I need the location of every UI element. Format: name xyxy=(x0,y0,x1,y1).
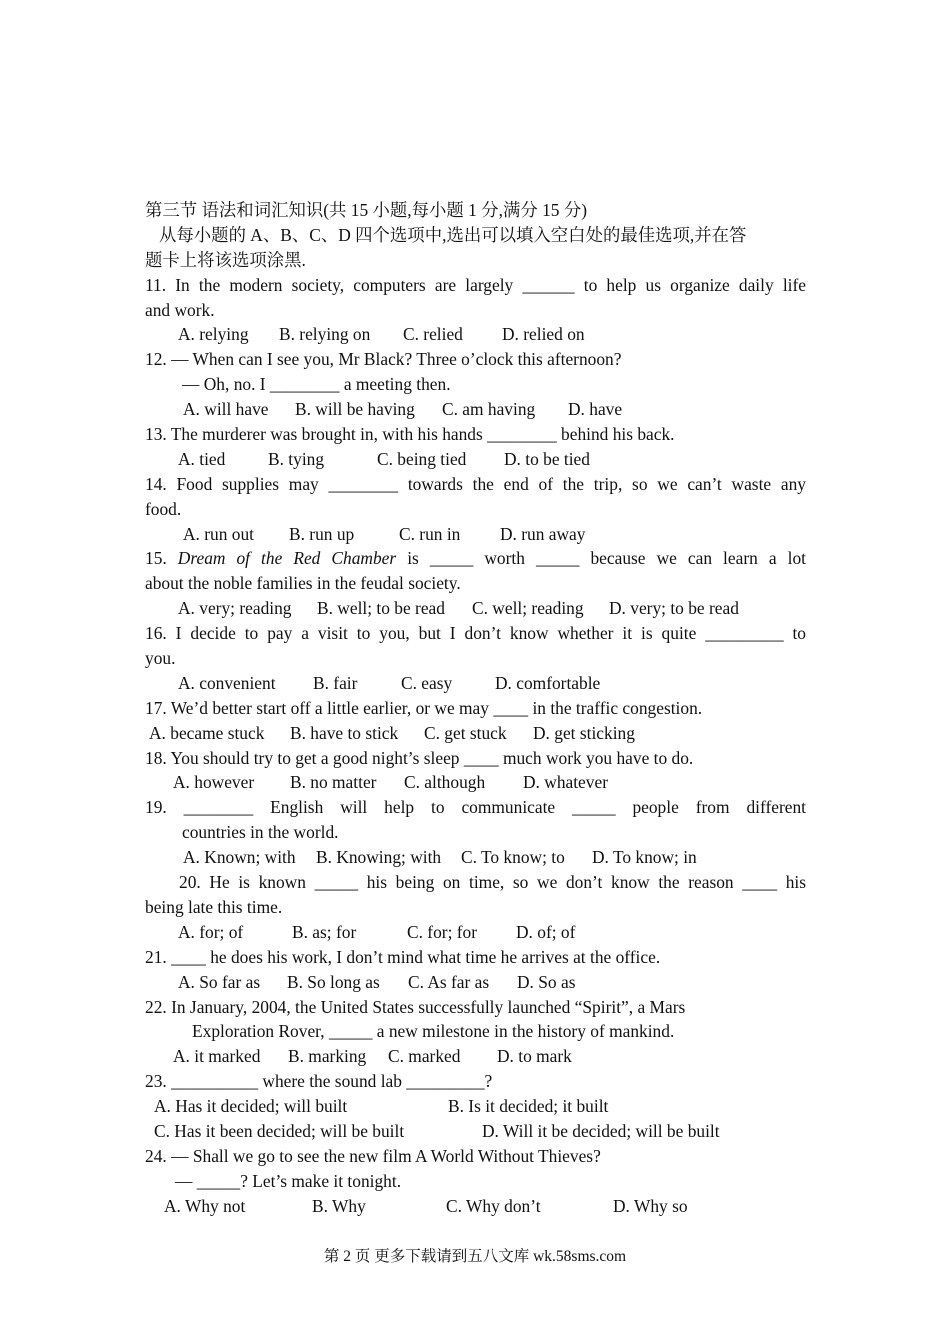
option-b: B. Knowing; with xyxy=(316,847,442,868)
option-c: C. Why don’t xyxy=(446,1195,541,1216)
question-14-options xyxy=(145,522,806,547)
option-c: C. well; reading xyxy=(472,598,584,619)
option-a: A. Known; with xyxy=(183,847,296,868)
question-15-options xyxy=(145,596,806,621)
option-c: C. relied xyxy=(403,324,463,345)
option-d: D. to mark xyxy=(497,1046,572,1067)
option-d: D. of; of xyxy=(516,921,576,942)
question-23-options-ab xyxy=(145,1094,806,1119)
question-18-options xyxy=(145,770,806,795)
question-13-options xyxy=(145,447,806,472)
option-c: C. being tied xyxy=(377,448,467,469)
option-c: C. for; for xyxy=(407,921,478,942)
question-13-text: 13. The murderer was brought in, with his hands ________ behind his back. xyxy=(145,424,675,445)
option-b: B. run up xyxy=(289,523,355,544)
option-a: A. became stuck xyxy=(149,722,265,743)
option-d: D. Why so xyxy=(613,1195,688,1216)
question-number: 15. xyxy=(145,548,167,569)
option-a: A. Has it decided; will built xyxy=(154,1096,348,1117)
question-19-text-cont: countries in the world. xyxy=(182,822,339,843)
question-23-text: 23. __________ where the sound lab _________? xyxy=(145,1071,493,1092)
option-a: A. for; of xyxy=(178,921,244,942)
option-c: C. Has it been decided; will be built xyxy=(154,1120,405,1141)
option-c: C. run in xyxy=(399,523,461,544)
question-14-text-cont: food. xyxy=(145,498,182,519)
question-23-options-cd xyxy=(145,1119,806,1144)
section-title: 第三节 语法和词汇知识(共 15 小题,每小题 1 分,满分 15 分) xyxy=(145,200,588,220)
option-a: A. it marked xyxy=(173,1046,261,1067)
instruction-line-1: 从每小题的 A、B、C、D 四个选项中,选出可以填入空白处的最佳选项,并在答 xyxy=(159,224,747,245)
question-22-text-cont: Exploration Rover, _____ a new milestone in the history of mankind. xyxy=(192,1021,675,1042)
question-16-text-cont: you. xyxy=(145,648,176,669)
option-b: B. fair xyxy=(313,672,358,693)
question-21-options xyxy=(145,970,806,995)
option-b: B. will be having xyxy=(295,399,415,420)
question-11-options xyxy=(145,322,806,347)
question-24-options xyxy=(145,1194,806,1219)
option-b: B. So long as xyxy=(287,971,380,992)
question-12-text-cont: — Oh, no. I ________ a meeting then. xyxy=(182,374,451,395)
question-11-text-cont: and work. xyxy=(145,299,215,320)
option-d: D. get sticking xyxy=(533,722,635,743)
option-b: B. no matter xyxy=(290,772,377,793)
option-c: C. marked xyxy=(388,1046,461,1067)
option-b: B. relying on xyxy=(279,324,371,345)
question-16-options xyxy=(145,671,806,696)
question-19-options xyxy=(145,845,806,870)
question-24-text: 24. — Shall we go to see the new film A World Without Thieves? xyxy=(145,1145,601,1166)
option-b: B. well; to be read xyxy=(317,598,445,619)
option-c: C. To know; to xyxy=(461,847,565,868)
question-18-text: 18. You should try to get a good night’s sleep ____ much work you have to do. xyxy=(145,747,694,768)
question-15-text xyxy=(145,546,806,571)
question-sheet xyxy=(145,198,806,1219)
option-d: D. run away xyxy=(500,523,586,544)
option-b: B. tying xyxy=(268,448,325,469)
option-c: C. As far as xyxy=(408,971,490,992)
question-17-text: 17. We’d better start off a little earlier, or we may ____ in the traffic congestion. xyxy=(145,697,703,718)
question-20-text: 20. He is known _____ his being on time, so we don’t know the reason ____ his xyxy=(179,872,806,893)
book-title: Dream of the Red Chamber xyxy=(177,548,397,569)
question-17-options xyxy=(145,721,806,746)
option-d: D. whatever xyxy=(523,772,608,793)
question-11-text: 11. In the modern society, computers are largely ______ to help us organize daily life xyxy=(145,274,806,295)
option-b: B. have to stick xyxy=(290,722,399,743)
option-a: A. very; reading xyxy=(178,598,292,619)
option-d: D. To know; in xyxy=(592,847,697,868)
option-c: C. although xyxy=(404,772,486,793)
option-a: A. Why not xyxy=(164,1195,246,1216)
option-d: D. to be tied xyxy=(504,448,590,469)
option-c: C. get stuck xyxy=(424,722,507,743)
question-14-text: 14. Food supplies may ________ towards the end of the trip, so we can’t waste any xyxy=(145,473,806,494)
option-d: D. relied on xyxy=(502,324,585,345)
instruction-line-2: 题卡上将该选项涂黑. xyxy=(145,249,306,270)
option-a: A. will have xyxy=(183,399,269,420)
option-a: A. relying xyxy=(178,324,249,345)
question-19-text: 19. ________ English will help to communicate _____ people from different xyxy=(145,797,806,818)
option-c: C. am having xyxy=(442,399,536,420)
option-d: D. So as xyxy=(517,971,576,992)
option-d: D. have xyxy=(568,399,623,420)
option-b: B. as; for xyxy=(292,921,357,942)
option-a: A. however xyxy=(173,772,255,793)
question-21-text: 21. ____ he does his work, I don’t mind what time he arrives at the office. xyxy=(145,946,661,967)
question-22-options xyxy=(145,1044,806,1069)
option-d: D. comfortable xyxy=(495,672,601,693)
option-b: B. marking xyxy=(288,1046,367,1067)
option-a: A. tied xyxy=(178,448,226,469)
question-15-text-cont: about the noble families in the feudal society. xyxy=(145,573,461,594)
question-12-options xyxy=(145,397,806,422)
option-a: A. convenient xyxy=(178,672,276,693)
question-20-text-cont: being late this time. xyxy=(145,896,283,917)
question-12-text: 12. — When can I see you, Mr Black? Three o’clock this afternoon? xyxy=(145,349,622,370)
option-d: D. very; to be read xyxy=(609,598,739,619)
option-d: D. Will it be decided; will be built xyxy=(482,1120,720,1141)
option-c: C. easy xyxy=(401,672,453,693)
question-24-text-cont: — _____? Let’s make it tonight. xyxy=(175,1170,402,1191)
option-b: B. Is it decided; it built xyxy=(448,1096,609,1117)
question-20-options xyxy=(145,920,806,945)
page-footer: 第 2 页 更多下载请到五八文库 wk.58sms.com xyxy=(323,1248,627,1265)
option-a: A. So far as xyxy=(178,971,261,992)
question-15-text-rest: is _____ worth _____ because we can learn a lot xyxy=(407,548,806,569)
question-16-text: 16. I decide to pay a visit to you, but I don’t know whether it is quite _________ to xyxy=(145,623,806,644)
question-22-text: 22. In January, 2004, the United States successfully launched “Spirit”, a Mars xyxy=(145,996,686,1017)
option-a: A. run out xyxy=(183,523,255,544)
option-b: B. Why xyxy=(312,1195,366,1216)
